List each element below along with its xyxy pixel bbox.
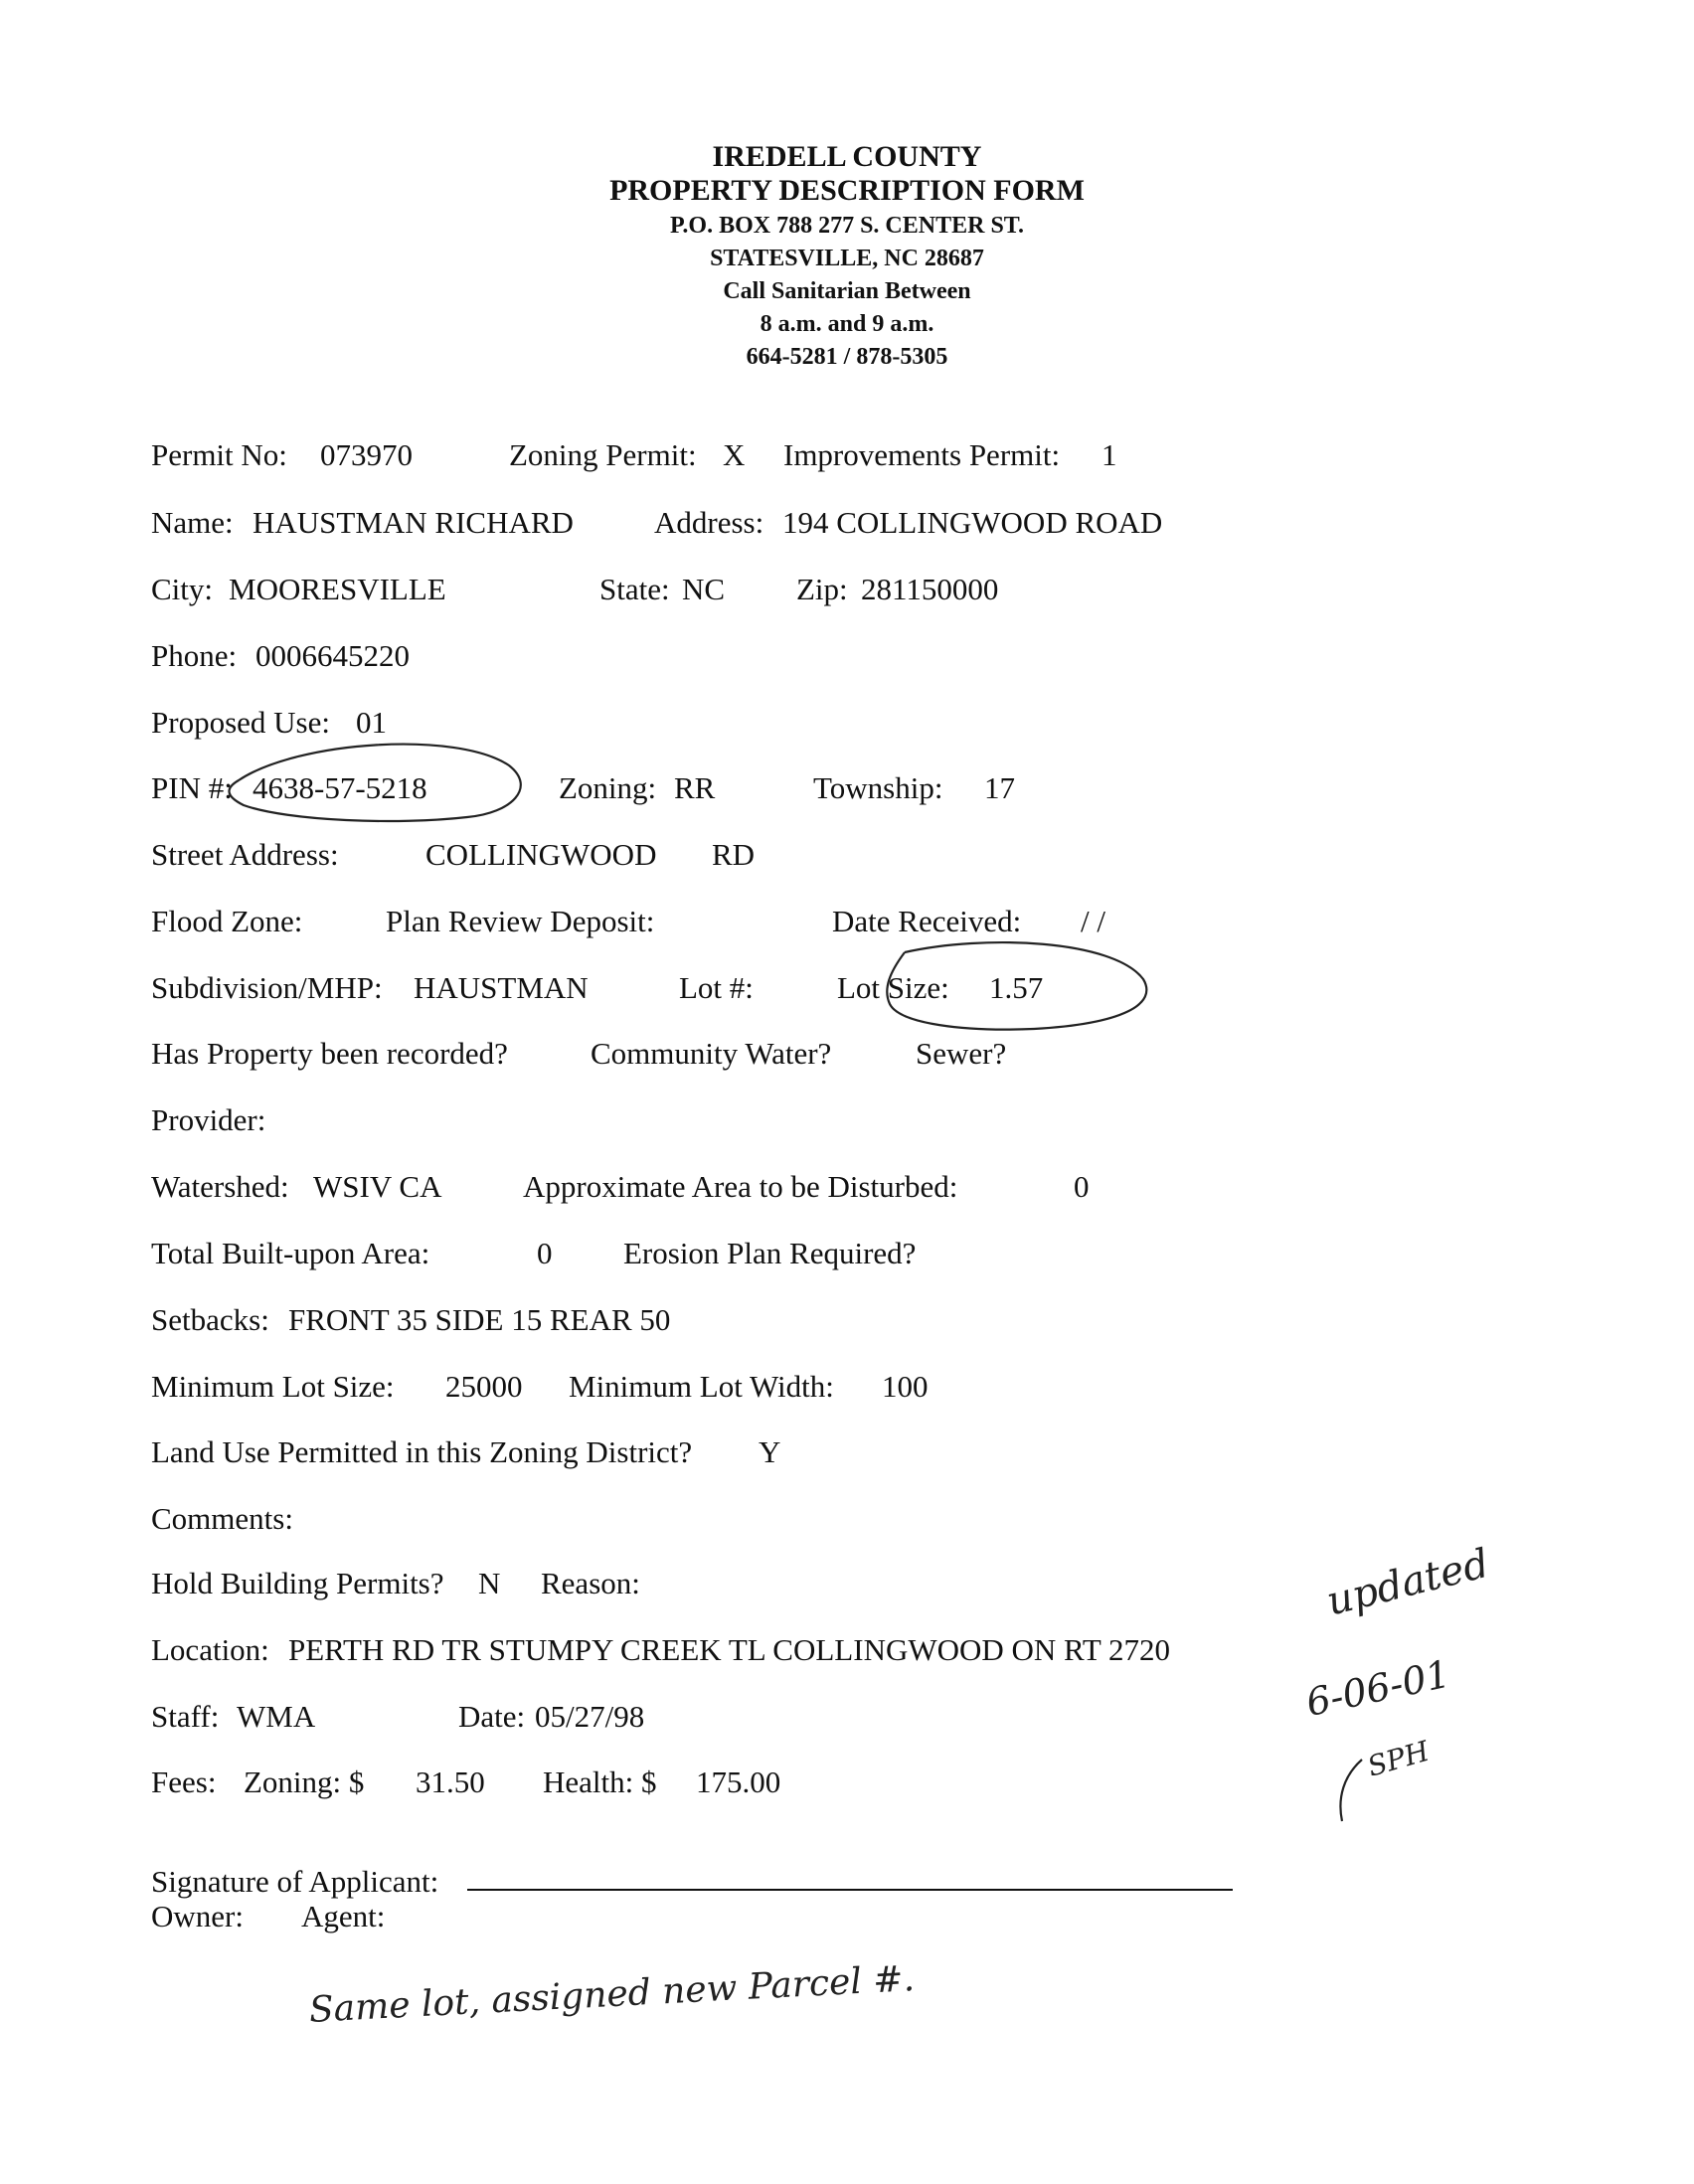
- built-upon-label: Total Built-upon Area:: [151, 1236, 430, 1270]
- date-label: Date:: [458, 1699, 526, 1734]
- name-label: Name:: [151, 505, 234, 540]
- form-title: PROPERTY DESCRIPTION FORM: [609, 174, 1085, 207]
- handwritten-updated: updated: [1322, 1540, 1494, 1625]
- handwritten-bottom-note: Same lot, assigned new Parcel #.: [308, 1958, 916, 2031]
- zoning-permit-value: X: [723, 437, 746, 472]
- city-label: City:: [151, 572, 214, 606]
- permit-no-value: 073970: [320, 437, 413, 472]
- comments-label: Comments:: [151, 1501, 293, 1536]
- recorded-label: Has Property been recorded?: [151, 1036, 508, 1071]
- fee-zoning-value: 31.50: [416, 1764, 485, 1799]
- reason-label: Reason:: [541, 1566, 640, 1600]
- improvements-permit-label: Improvements Permit:: [783, 437, 1061, 472]
- plan-review-label: Plan Review Deposit:: [386, 904, 655, 938]
- setbacks-label: Setbacks:: [151, 1302, 269, 1337]
- location-label: Location:: [151, 1632, 269, 1667]
- min-lot-width-label: Minimum Lot Width:: [569, 1369, 834, 1404]
- state-value: NC: [682, 572, 726, 606]
- lot-no-label: Lot #:: [679, 970, 754, 1005]
- office-phones: 664-5281 / 878-5305: [746, 344, 948, 370]
- area-disturbed-value: 0: [1074, 1169, 1090, 1204]
- min-lot-size-label: Minimum Lot Size:: [151, 1369, 395, 1404]
- setbacks-value: FRONT 35 SIDE 15 REAR 50: [288, 1302, 671, 1337]
- provider-label: Provider:: [151, 1102, 266, 1137]
- proposed-use-value: 01: [356, 705, 387, 740]
- min-lot-size-value: 25000: [445, 1369, 523, 1404]
- min-lot-width-value: 100: [882, 1369, 929, 1404]
- city-value: MOORESVILLE: [229, 572, 446, 606]
- pin-value: 4638-57-5218: [253, 770, 427, 805]
- street-address-label: Street Address:: [151, 837, 339, 872]
- hold-permits-value: N: [478, 1566, 501, 1600]
- date-value: 05/27/98: [535, 1699, 645, 1734]
- erosion-label: Erosion Plan Required?: [623, 1236, 917, 1270]
- date-received-value: / /: [1081, 904, 1105, 938]
- subdivision-value: HAUSTMAN: [414, 970, 589, 1005]
- owner-label: Owner:: [151, 1899, 244, 1933]
- zoning-label: Zoning:: [559, 770, 657, 805]
- state-label: State:: [599, 572, 670, 606]
- date-received-label: Date Received:: [832, 904, 1022, 938]
- land-use-value: Y: [759, 1434, 781, 1469]
- subdivision-label: Subdivision/MHP:: [151, 970, 383, 1005]
- street-name-value: COLLINGWOOD: [425, 837, 657, 872]
- name-value: HAUSTMAN RICHARD: [253, 505, 574, 540]
- zoning-permit-label: Zoning Permit:: [509, 437, 697, 472]
- zoning-value: RR: [674, 770, 716, 805]
- address-label: Address:: [654, 505, 764, 540]
- lot-size-value: 1.57: [989, 970, 1044, 1005]
- fee-zoning-label: Zoning: $: [244, 1764, 365, 1799]
- county-name: IREDELL COUNTY: [712, 140, 982, 173]
- location-value: PERTH RD TR STUMPY CREEK TL COLLINGWOOD ON RT 2720: [288, 1632, 1170, 1667]
- watershed-label: Watershed:: [151, 1169, 289, 1204]
- land-use-label: Land Use Permitted in this Zoning District?: [151, 1434, 693, 1469]
- fee-health-label: Health: $: [543, 1764, 657, 1799]
- township-value: 17: [984, 770, 1015, 805]
- staff-label: Staff:: [151, 1699, 220, 1734]
- phone-label: Phone:: [151, 638, 238, 673]
- lot-size-label: Lot Size:: [837, 970, 949, 1005]
- call-hours: 8 a.m. and 9 a.m.: [760, 311, 934, 337]
- agent-label: Agent:: [301, 1899, 386, 1933]
- permit-no-label: Permit No:: [151, 437, 287, 472]
- township-label: Township:: [813, 770, 943, 805]
- fee-health-value: 175.00: [696, 1764, 781, 1799]
- office-city: STATESVILLE, NC 28687: [710, 246, 984, 271]
- office-address: P.O. BOX 788 277 S. CENTER ST.: [669, 213, 1025, 239]
- built-upon-value: 0: [537, 1236, 553, 1270]
- improvements-permit-value: 1: [1101, 437, 1117, 472]
- street-type-value: RD: [712, 837, 756, 872]
- handwritten-initials: SPH: [1364, 1734, 1434, 1783]
- signature-label: Signature of Applicant:: [151, 1864, 439, 1899]
- call-instruction: Call Sanitarian Between: [723, 278, 971, 304]
- phone-value: 0006645220: [255, 638, 410, 673]
- watershed-value: WSIV CA: [313, 1169, 442, 1204]
- zip-label: Zip:: [796, 572, 848, 606]
- community-water-label: Community Water?: [591, 1036, 832, 1071]
- signature-line: [467, 1889, 1233, 1891]
- zip-value: 281150000: [861, 572, 999, 606]
- handwritten-updated-date: 6-06-01: [1302, 1651, 1454, 1726]
- flood-zone-label: Flood Zone:: [151, 904, 303, 938]
- staff-value: WMA: [237, 1699, 316, 1734]
- area-disturbed-label: Approximate Area to be Disturbed:: [523, 1169, 958, 1204]
- sewer-label: Sewer?: [916, 1036, 1007, 1071]
- pin-label: PIN #:: [151, 770, 233, 805]
- initials-bracket-mark: [1340, 1760, 1362, 1821]
- hold-permits-label: Hold Building Permits?: [151, 1566, 444, 1600]
- proposed-use-label: Proposed Use:: [151, 705, 330, 740]
- fees-label: Fees:: [151, 1764, 217, 1799]
- address-value: 194 COLLINGWOOD ROAD: [782, 505, 1163, 540]
